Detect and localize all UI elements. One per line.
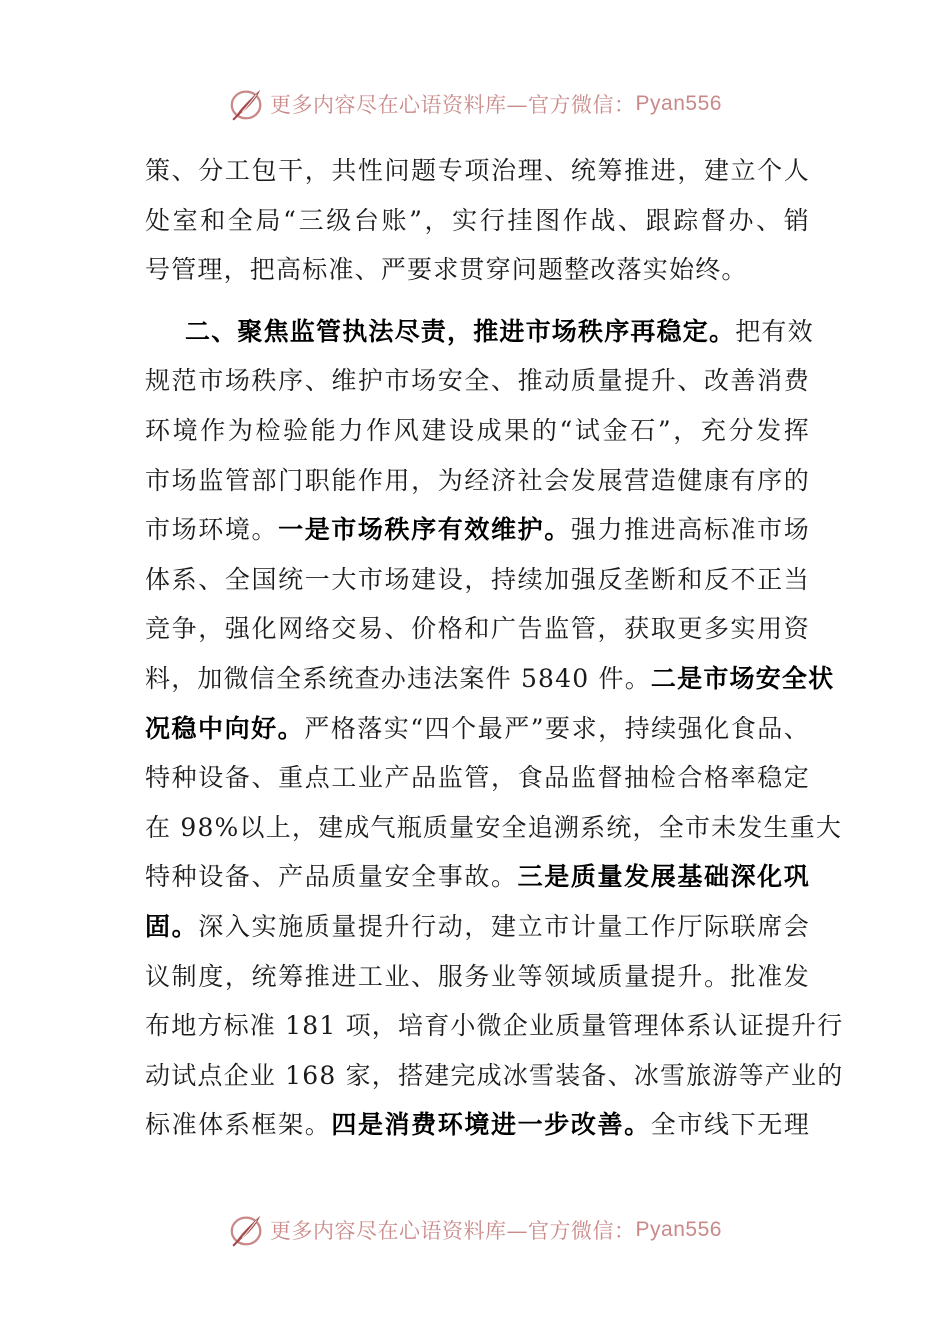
wechat-id: Pyan556 — [635, 1218, 722, 1241]
text-line: 料，加微信全系统查办违法案件 5840 件。二是市场安全状 — [145, 663, 835, 693]
document-body — [145, 146, 844, 1150]
text-line: 市场环境。一是市场秩序有效维护。强力推进高标准市场 — [145, 515, 810, 545]
text-line: 固。深入实施质量提升行动，建立市计量工作厅际联席会 — [145, 911, 810, 941]
text-line: 布地方标准 181 项，培育小微企业质量管理体系认证提升行 — [145, 1011, 844, 1041]
footer-watermark-banner — [0, 1210, 950, 1250]
text-line: 在 98%以上，建成气瓶质量安全追溯系统，全市未发生重大 — [145, 812, 843, 842]
text-line: 策、分工包干，共性问题专项治理、统筹推进，建立个人 — [145, 156, 810, 185]
text-line: 环境作为检验能力作风建设成果的“试金石”，充分发挥 — [145, 415, 810, 445]
text-line: 特种设备、重点工业产品监管，食品监督抽检合格率稳定 — [145, 763, 810, 793]
watermark-text: 更多内容尽在心语资料库—官方微信： — [270, 1219, 636, 1243]
text-line: 市场监管部门职能作用，为经济社会发展营造健康有序的 — [145, 465, 810, 495]
wechat-id: Pyan556 — [635, 92, 722, 115]
section-heading: 二、聚焦监管执法尽责，推进市场秩序再稳定。 — [185, 316, 736, 346]
paragraph-gap — [145, 295, 810, 307]
header-watermark-banner — [0, 84, 950, 124]
point-heading-4: 四是消费环境进一步改善。 — [331, 1110, 651, 1140]
paragraph-2 — [145, 307, 844, 1150]
point-heading-2: 二是市场安全状 — [650, 663, 835, 693]
text-line: 特种设备、产品质量安全事故。三是质量发展基础深化巩 — [145, 862, 811, 892]
text-line: 二、聚焦监管执法尽责，推进市场秩序再稳定。把有效 — [185, 316, 814, 346]
point-heading-1: 一是市场秩序有效维护。 — [278, 515, 571, 545]
paragraph-1 — [145, 146, 810, 295]
text-line: 况稳中向好。严格落实“四个最严”要求，持续强化食品、 — [145, 713, 810, 743]
text-line: 动试点企业 168 家，搭建完成冰雪装备、冰雪旅游等产业的 — [145, 1060, 844, 1090]
text-line: 标准体系框架。四是消费环境进一步改善。全市线下无理 — [145, 1110, 811, 1140]
text-line: 议制度，统筹推进工业、服务业等领域质量提升。批准发 — [145, 961, 810, 991]
text-line: 处室和全局“三级台账”，实行挂图作战、跟踪督办、销 — [145, 205, 810, 235]
point-heading-3-cont: 固。 — [145, 911, 199, 941]
point-heading-3: 三是质量发展基础深化巩 — [517, 862, 811, 892]
text-line: 号管理，把高标准、严要求贯穿问题整改落实始终。 — [145, 255, 748, 285]
quill-pen-logo-icon — [228, 85, 266, 123]
point-heading-2-cont: 况稳中向好。 — [145, 713, 305, 743]
quill-pen-logo-icon — [228, 1211, 266, 1249]
text-line: 规范市场秩序、维护市场安全、推动质量提升、改善消费 — [145, 366, 810, 396]
watermark-text: 更多内容尽在心语资料库—官方微信： — [270, 93, 636, 117]
text-line: 体系、全国统一大市场建设，持续加强反垄断和反不正当 — [145, 564, 810, 594]
text-line: 竞争，强化网络交易、价格和广告监管，获取更多实用资 — [145, 614, 810, 644]
